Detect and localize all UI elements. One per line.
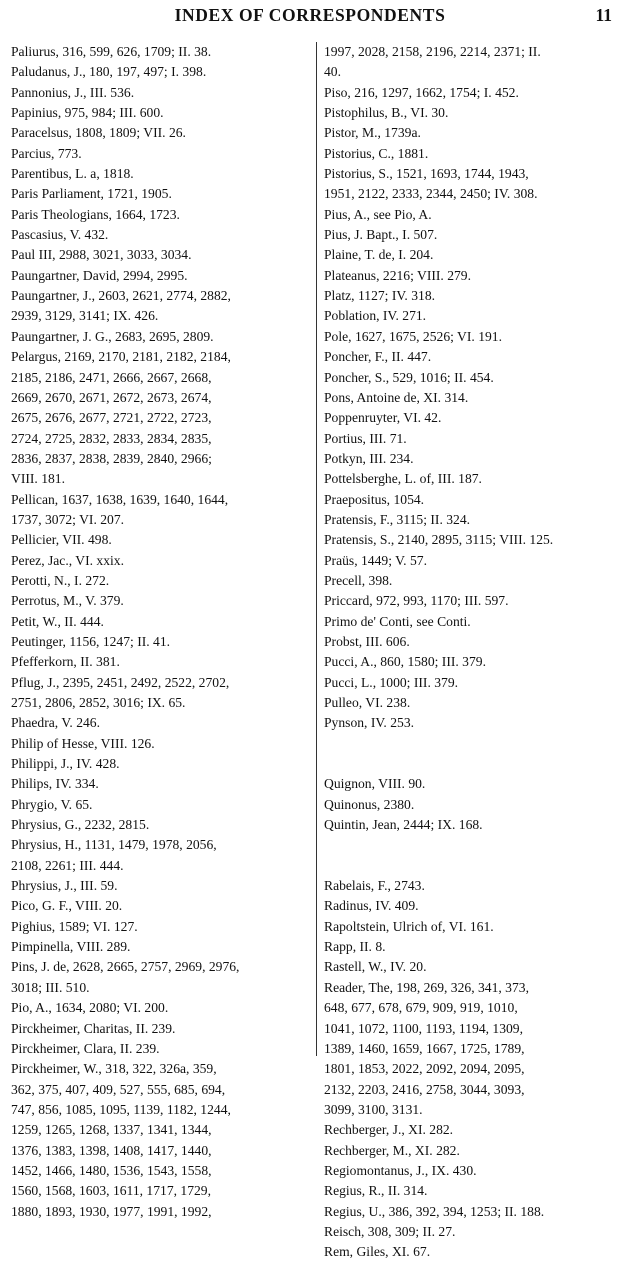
index-entry bbox=[11, 42, 308, 62]
entry-line: 2675, 2676, 2677, 2721, 2722, 2723, bbox=[11, 410, 212, 426]
entry-line: Poncher, S., 529, 1016; II. 454. bbox=[324, 369, 494, 385]
entry-line: Phaedra, V. 246. bbox=[11, 715, 100, 731]
index-entry bbox=[324, 225, 616, 245]
entry-line: Plaine, T. de, I. 204. bbox=[324, 247, 434, 263]
index-entry bbox=[324, 490, 616, 510]
entry-line: Rem, Giles, XI. 67. bbox=[324, 1244, 431, 1260]
index-entry bbox=[324, 368, 616, 388]
index-entry bbox=[324, 123, 616, 143]
entry-line: Pistor, M., 1739a. bbox=[324, 125, 421, 141]
index-entry bbox=[11, 123, 308, 143]
index-entry bbox=[11, 490, 308, 531]
entry-line: Pottelsberghe, L. of, III. 187. bbox=[324, 471, 482, 487]
entry-line: Pico, G. F., VIII. 20. bbox=[11, 898, 123, 914]
entry-line: Quignon, VIII. 90. bbox=[324, 776, 426, 792]
entry-line: Pulleo, VI. 238. bbox=[324, 695, 411, 710]
entry-line: Poncher, F., II. 447. bbox=[324, 349, 432, 365]
index-entry bbox=[324, 1161, 616, 1181]
index-entry bbox=[11, 815, 308, 835]
index-entry bbox=[11, 571, 308, 591]
entry-line: Primo de' Conti, see Conti. bbox=[324, 613, 471, 629]
entry-line: Pirckheimer, Clara, II. 239. bbox=[11, 1040, 160, 1056]
index-entry bbox=[324, 571, 616, 591]
entry-line: Pellicier, VII. 498. bbox=[11, 532, 112, 548]
entry-line: 1560, 1568, 1603, 1611, 1717, 1729, bbox=[11, 1183, 212, 1199]
entry-line: Rechberger, M., XI. 282. bbox=[324, 1142, 460, 1158]
index-entry bbox=[324, 449, 616, 469]
entry-line: Paris Theologians, 1664, 1723. bbox=[11, 206, 180, 222]
index-entry bbox=[324, 1181, 616, 1201]
index-entry bbox=[11, 937, 308, 957]
entry-line: Rapoltstein, Ulrich of, VI. 161. bbox=[324, 918, 494, 934]
entry-line: 1801, 1853, 2022, 2092, 2094, 2095, bbox=[324, 1061, 525, 1077]
index-entry bbox=[324, 876, 616, 896]
entry-line: Paliurus, 316, 599, 626, 1709; II. 38. bbox=[11, 44, 212, 59]
index-entry bbox=[11, 62, 308, 82]
entry-line: 2751, 2806, 2852, 3016; IX. 65. bbox=[11, 695, 186, 710]
entry-line: Paungartner, J. G., 2683, 2695, 2809. bbox=[11, 328, 214, 344]
index-entry bbox=[324, 144, 616, 164]
entry-line: 1452, 1466, 1480, 1536, 1543, 1558, bbox=[11, 1162, 212, 1178]
entry-line: Pellican, 1637, 1638, 1639, 1640, 1644, bbox=[11, 491, 229, 507]
index-entry bbox=[11, 286, 308, 327]
entry-line: Pfefferkorn, II. 381. bbox=[11, 654, 120, 670]
index-entry bbox=[324, 347, 616, 367]
entry-line: Reader, The, 198, 269, 326, 341, 373, bbox=[324, 979, 529, 995]
entry-line: Priccard, 972, 993, 1170; III. 597. bbox=[324, 593, 509, 609]
entry-line: Pucci, A., 860, 1580; III. 379. bbox=[324, 654, 486, 670]
index-entry bbox=[11, 551, 308, 571]
entry-line: 747, 856, 1085, 1095, 1139, 1182, 1244, bbox=[11, 1101, 231, 1117]
index-entry bbox=[324, 632, 616, 652]
index-entry bbox=[324, 83, 616, 103]
index-entry bbox=[324, 429, 616, 449]
index-entry bbox=[11, 164, 308, 184]
entry-line: Pons, Antoine de, XI. 314. bbox=[324, 389, 469, 405]
index-entry bbox=[11, 876, 308, 896]
entry-line: Perrotus, M., V. 379. bbox=[11, 593, 124, 609]
entry-line: Pio, A., 1634, 2080; VI. 200. bbox=[11, 1000, 169, 1016]
index-entry bbox=[11, 225, 308, 245]
index-entry bbox=[324, 245, 616, 265]
index-entry bbox=[11, 144, 308, 164]
entry-line: Pistorius, S., 1521, 1693, 1744, 1943, bbox=[324, 166, 529, 182]
page-number: 11 bbox=[595, 5, 612, 25]
entry-line: Pimpinella, VIII. 289. bbox=[11, 939, 131, 955]
entry-line: 1951, 2122, 2333, 2344, 2450; IV. 308. bbox=[324, 186, 538, 202]
index-entry bbox=[11, 632, 308, 652]
index-entry bbox=[324, 1242, 616, 1262]
entry-line: Rechberger, J., XI. 282. bbox=[324, 1122, 454, 1138]
entry-line: 1389, 1460, 1659, 1667, 1725, 1789, bbox=[324, 1040, 525, 1056]
index-entry bbox=[324, 1141, 616, 1161]
entry-line: Parentibus, L. a, 1818. bbox=[11, 166, 134, 182]
entry-line: Phrysius, H., 1131, 1479, 1978, 2056, bbox=[11, 837, 217, 853]
entry-line: 2724, 2725, 2832, 2833, 2834, 2835, bbox=[11, 430, 212, 446]
entry-line: Petit, W., II. 444. bbox=[11, 613, 104, 629]
entry-line: Pirckheimer, W., 318, 322, 326a, 359, bbox=[11, 1061, 217, 1077]
entry-line: Regius, R., II. 314. bbox=[324, 1183, 428, 1199]
entry-line: Poblation, IV. 271. bbox=[324, 308, 427, 324]
entry-line: Rastell, W., IV. 20. bbox=[324, 959, 427, 975]
index-entry bbox=[324, 774, 616, 794]
entry-line: Pirckheimer, Charitas, II. 239. bbox=[11, 1020, 176, 1036]
entry-line: Pistorius, C., 1881. bbox=[324, 145, 429, 161]
entry-line: Papinius, 975, 984; III. 600. bbox=[11, 105, 164, 121]
entry-line: Philips, IV. 334. bbox=[11, 776, 99, 792]
entry-line: Pucci, L., 1000; III. 379. bbox=[324, 674, 459, 690]
entry-line: Philip of Hesse, VIII. 126. bbox=[11, 735, 155, 751]
entry-line: Pratensis, F., 3115; II. 324. bbox=[324, 511, 471, 527]
entry-line: Pistophilus, B., VI. 30. bbox=[324, 105, 449, 121]
left-column bbox=[11, 42, 308, 1222]
index-entry bbox=[324, 937, 616, 957]
index-entry bbox=[324, 408, 616, 428]
index-entry bbox=[11, 327, 308, 347]
entry-line: VIII. 181. bbox=[11, 471, 65, 487]
index-entry bbox=[11, 734, 308, 754]
entry-line: Pflug, J., 2395, 2451, 2492, 2522, 2702, bbox=[11, 674, 230, 690]
index-entry bbox=[324, 103, 616, 123]
entry-line: Phrysius, G., 2232, 2815. bbox=[11, 817, 150, 833]
index-entry bbox=[324, 286, 616, 306]
entry-line: Probst, III. 606. bbox=[324, 633, 410, 649]
index-entry bbox=[11, 835, 308, 876]
index-entry bbox=[324, 306, 616, 326]
index-entry bbox=[11, 205, 308, 225]
entry-line: 362, 375, 407, 409, 527, 555, 685, 694, bbox=[11, 1081, 226, 1097]
entry-line: Phrygio, V. 65. bbox=[11, 796, 93, 812]
index-entry bbox=[324, 1222, 616, 1242]
index-entry bbox=[324, 530, 616, 550]
letter-section-gap bbox=[324, 835, 616, 876]
entry-line: 1997, 2028, 2158, 2196, 2214, 2371; II. bbox=[324, 44, 541, 59]
index-entry bbox=[11, 612, 308, 632]
entry-line: Pynson, IV. 253. bbox=[324, 715, 415, 731]
entry-line: Pratensis, S., 2140, 2895, 3115; VIII. 125. bbox=[324, 532, 554, 548]
entry-line: Platz, 1127; IV. 318. bbox=[324, 288, 436, 304]
entry-line: Reisch, 308, 309; II. 27. bbox=[324, 1223, 456, 1239]
index-entry bbox=[11, 530, 308, 550]
index-entry bbox=[324, 652, 616, 672]
index-entry bbox=[11, 245, 308, 265]
entry-line: 40. bbox=[324, 64, 341, 80]
right-column bbox=[324, 42, 616, 1263]
index-entry bbox=[11, 266, 308, 286]
entry-line: 1041, 1072, 1100, 1193, 1194, 1309, bbox=[324, 1020, 523, 1036]
entry-line: Pelargus, 2169, 2170, 2181, 2182, 2184, bbox=[11, 349, 231, 365]
index-entry bbox=[11, 673, 308, 714]
index-entry bbox=[324, 673, 616, 693]
index-entry bbox=[11, 754, 308, 774]
index-entry bbox=[324, 510, 616, 530]
entry-line: Paungartner, David, 2994, 2995. bbox=[11, 267, 188, 283]
letter-section-gap bbox=[324, 734, 616, 775]
entry-line: Pole, 1627, 1675, 2526; VI. 191. bbox=[324, 328, 502, 344]
index-entry bbox=[11, 591, 308, 611]
entry-line: 3099, 3100, 3131. bbox=[324, 1101, 423, 1117]
index-entry bbox=[324, 957, 616, 977]
entry-line: Perotti, N., I. 272. bbox=[11, 572, 110, 588]
index-entry bbox=[11, 1019, 308, 1039]
entry-line: 2836, 2837, 2838, 2839, 2840, 2966; bbox=[11, 450, 212, 466]
entry-line: Pannonius, J., III. 536. bbox=[11, 84, 135, 100]
page-title: INDEX OF CORRESPONDENTS bbox=[174, 5, 446, 25]
index-entry bbox=[324, 266, 616, 286]
index-entry bbox=[324, 327, 616, 347]
entry-line: Plateanus, 2216; VIII. 279. bbox=[324, 267, 471, 283]
index-entry bbox=[324, 205, 616, 225]
index-entry bbox=[324, 42, 616, 83]
entry-line: Praüs, 1449; V. 57. bbox=[324, 552, 427, 568]
entry-line: Rapp, II. 8. bbox=[324, 939, 386, 955]
index-entry bbox=[11, 917, 308, 937]
index-entry bbox=[324, 1202, 616, 1222]
entry-line: 2108, 2261; III. 444. bbox=[11, 857, 124, 873]
entry-line: 1376, 1383, 1398, 1408, 1417, 1440, bbox=[11, 1142, 212, 1158]
entry-line: Philippi, J., IV. 428. bbox=[11, 756, 120, 772]
entry-line: Poppenruyter, VI. 42. bbox=[324, 410, 442, 426]
index-entry bbox=[11, 713, 308, 733]
entry-line: Regiomontanus, J., IX. 430. bbox=[324, 1162, 477, 1178]
index-entry bbox=[11, 184, 308, 204]
index-entry bbox=[324, 164, 616, 205]
index-entry bbox=[324, 896, 616, 916]
entry-line: Radinus, IV. 409. bbox=[324, 898, 419, 914]
entry-line: 1880, 1893, 1930, 1977, 1991, 1992, bbox=[11, 1203, 212, 1219]
entry-line: Phrysius, J., III. 59. bbox=[11, 878, 118, 894]
entry-line: 1737, 3072; VI. 207. bbox=[11, 511, 125, 527]
entry-line: 2185, 2186, 2471, 2666, 2667, 2668, bbox=[11, 369, 212, 385]
entry-line: Paracelsus, 1808, 1809; VII. 26. bbox=[11, 125, 186, 141]
index-entry bbox=[324, 469, 616, 489]
entry-line: Quintin, Jean, 2444; IX. 168. bbox=[324, 817, 483, 833]
index-entry bbox=[324, 713, 616, 733]
entry-line: Pius, J. Bapt., I. 507. bbox=[324, 227, 438, 243]
page-header bbox=[0, 5, 620, 31]
entry-line: 3018; III. 510. bbox=[11, 979, 90, 995]
index-entry bbox=[11, 347, 308, 489]
entry-line: Pighius, 1589; VI. 127. bbox=[11, 918, 138, 934]
index-entry bbox=[11, 795, 308, 815]
index-entry bbox=[11, 896, 308, 916]
entry-line: Peutinger, 1156, 1247; II. 41. bbox=[11, 633, 171, 649]
entry-line: Parcius, 773. bbox=[11, 145, 82, 161]
entry-line: Potkyn, III. 234. bbox=[324, 450, 414, 466]
index-entry bbox=[324, 795, 616, 815]
entry-line: Pius, A., see Pio, A. bbox=[324, 206, 432, 222]
index-entry bbox=[11, 998, 308, 1018]
entry-line: Paul III, 2988, 3021, 3033, 3034. bbox=[11, 247, 192, 263]
index-entry bbox=[11, 1059, 308, 1222]
entry-line: Pins, J. de, 2628, 2665, 2757, 2969, 2976, bbox=[11, 959, 240, 975]
entry-line: Precell, 398. bbox=[324, 572, 393, 588]
index-entry bbox=[324, 591, 616, 611]
column-divider bbox=[316, 42, 317, 1056]
entry-line: Perez, Jac., VI. xxix. bbox=[11, 552, 124, 568]
entry-line: Quinonus, 2380. bbox=[324, 796, 415, 812]
entry-line: Pascasius, V. 432. bbox=[11, 227, 109, 243]
index-entry bbox=[324, 917, 616, 937]
entry-line: Praepositus, 1054. bbox=[324, 491, 425, 507]
index-entry bbox=[11, 103, 308, 123]
index-entry bbox=[324, 1120, 616, 1140]
index-entry bbox=[324, 551, 616, 571]
entry-line: 648, 677, 678, 679, 909, 919, 1010, bbox=[324, 1000, 518, 1016]
entry-line: 2669, 2670, 2671, 2672, 2673, 2674, bbox=[11, 389, 212, 405]
index-entry bbox=[324, 815, 616, 835]
entry-line: Paludanus, J., 180, 197, 497; I. 398. bbox=[11, 64, 207, 80]
entry-line: 1259, 1265, 1268, 1337, 1341, 1344, bbox=[11, 1122, 212, 1138]
index-entry bbox=[324, 978, 616, 1120]
entry-line: Piso, 216, 1297, 1662, 1754; I. 452. bbox=[324, 84, 519, 100]
entry-line: Paris Parliament, 1721, 1905. bbox=[11, 186, 172, 202]
entry-line: Paungartner, J., 2603, 2621, 2774, 2882, bbox=[11, 288, 231, 304]
index-entry bbox=[11, 1039, 308, 1059]
index-entry bbox=[11, 774, 308, 794]
index-entry bbox=[11, 957, 308, 998]
entry-line: Rabelais, F., 2743. bbox=[324, 878, 425, 894]
index-entry bbox=[324, 693, 616, 713]
entry-line: Portius, III. 71. bbox=[324, 430, 407, 446]
index-entry bbox=[11, 652, 308, 672]
index-entry bbox=[324, 388, 616, 408]
index-entry bbox=[324, 612, 616, 632]
entry-line: 2939, 3129, 3141; IX. 426. bbox=[11, 308, 159, 324]
entry-line: Regius, U., 386, 392, 394, 1253; II. 188. bbox=[324, 1203, 545, 1219]
entry-line: 2132, 2203, 2416, 2758, 3044, 3093, bbox=[324, 1081, 525, 1097]
index-entry bbox=[11, 83, 308, 103]
